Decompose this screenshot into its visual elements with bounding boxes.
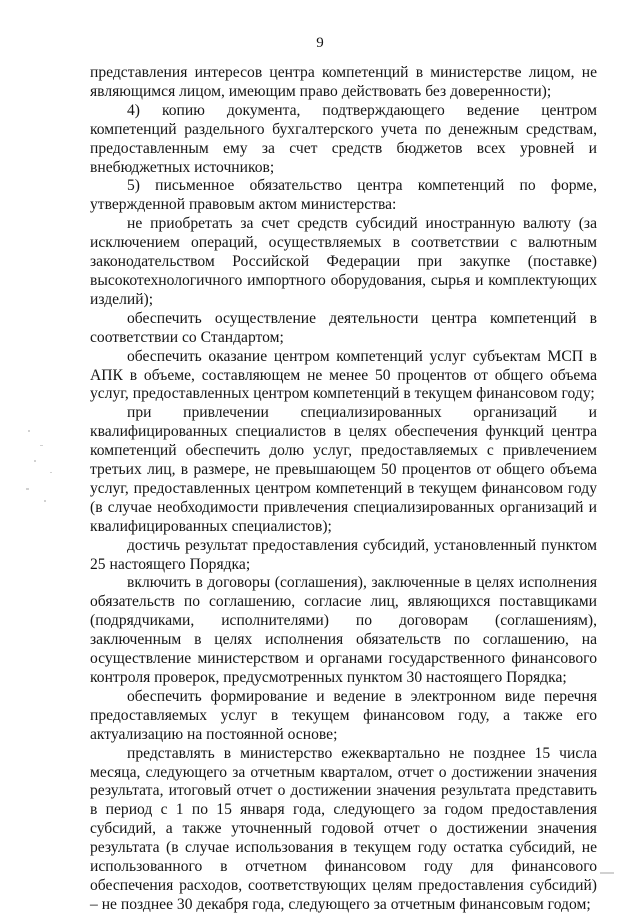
paragraph: 4) копию документа, подтверждающего ведение центром компетенций раздельного бухгалтерского учета по денежным средствам, предоставленным ему за счет средств бюджетов всех уровней и внебюджетных источников; — [90, 101, 597, 176]
paragraph: включить в договоры (соглашения), заключенные в целях исполнения обязательств по соглашению, согласие лиц, являющихся поставщиками (подрядчиками, исполнителями) по договорам (соглашениям), заключенным в целях исполнения обязательств по соглашению, на осуществление министерством и органами государственного финансового контроля проверок, предусмотренных пунктом 30 настоящего Порядка; — [90, 574, 597, 686]
paragraph: не приобретать за счет средств субсидий иностранную валюту (за исключением операций, осуществляемых в соответствии с валютным законодательством Российской Федерации при закупке (поставке) высокотехнологичного импортного оборудования, сырья и комплектующих изделий); — [90, 215, 597, 308]
scan-artifact — [600, 872, 614, 874]
paragraph: 5) письменное обязательство центра компетенций по форме, утвержденной правовым актом министерства: — [90, 177, 597, 214]
scan-artifact — [50, 472, 52, 473]
scan-artifact — [28, 430, 30, 432]
scan-artifact — [34, 460, 36, 462]
scan-artifact — [40, 445, 43, 446]
document-body — [90, 64, 597, 915]
scan-artifact — [26, 488, 29, 490]
paragraph: при привлечении специализированных организаций и квалифицированных специалистов в целях обеспечения функций центра компетенций обеспечить долю услуг, предоставляемых с привлечением третьих лиц, в размере, не превышающем 50 процентов от общего объема услуг, предоставленных центром компетенций в текущем финансовом году (в случае необходимости привлечения специализированных организаций и квалифицированных специалистов); — [90, 404, 597, 535]
paragraph: обеспечить формирование и ведение в электронном виде перечня предоставляемых услуг в текущем финансовом году, а также его актуализацию на постоянной основе; — [90, 687, 597, 743]
paragraph: обеспечить оказание центром компетенций услуг субъектам МСП в АПК в объеме, составляющем не менее 50 процентов от общего объема услуг, предоставленных центром компетенций в текущем финансовом году; — [90, 347, 597, 403]
paragraph: достичь результат предоставления субсидий, установленный пунктом 25 настоящего Порядка; — [90, 536, 597, 573]
paragraph: обеспечить осуществление деятельности центра компетенций в соответствии со Стандартом; — [90, 309, 597, 346]
paragraph: представления интересов центра компетенций в министерстве лицом, не являющимся лицом, имеющим право действовать без доверенности); — [90, 64, 597, 100]
page-number: 9 — [316, 35, 324, 51]
paragraph: представлять в министерство ежеквартально не позднее 15 числа месяца, следующего за отчетным кварталом, отчет о достижении значения результата, итоговый отчет о достижении значения результата представить в период с 1 по 15 января года, следующего за годом предоставления субсидий, а также уточненный годовой отчет о достижении значения результата (в случае использования в текущем году остатка субсидий, не использованного в отчетном финансовом году для финансового обеспечения расходов, соответствующих целям предоставления субсидий) – не позднее 30 декабря года, следующего за отчетным финансовым годом; — [90, 744, 597, 913]
scan-artifact — [44, 500, 46, 502]
